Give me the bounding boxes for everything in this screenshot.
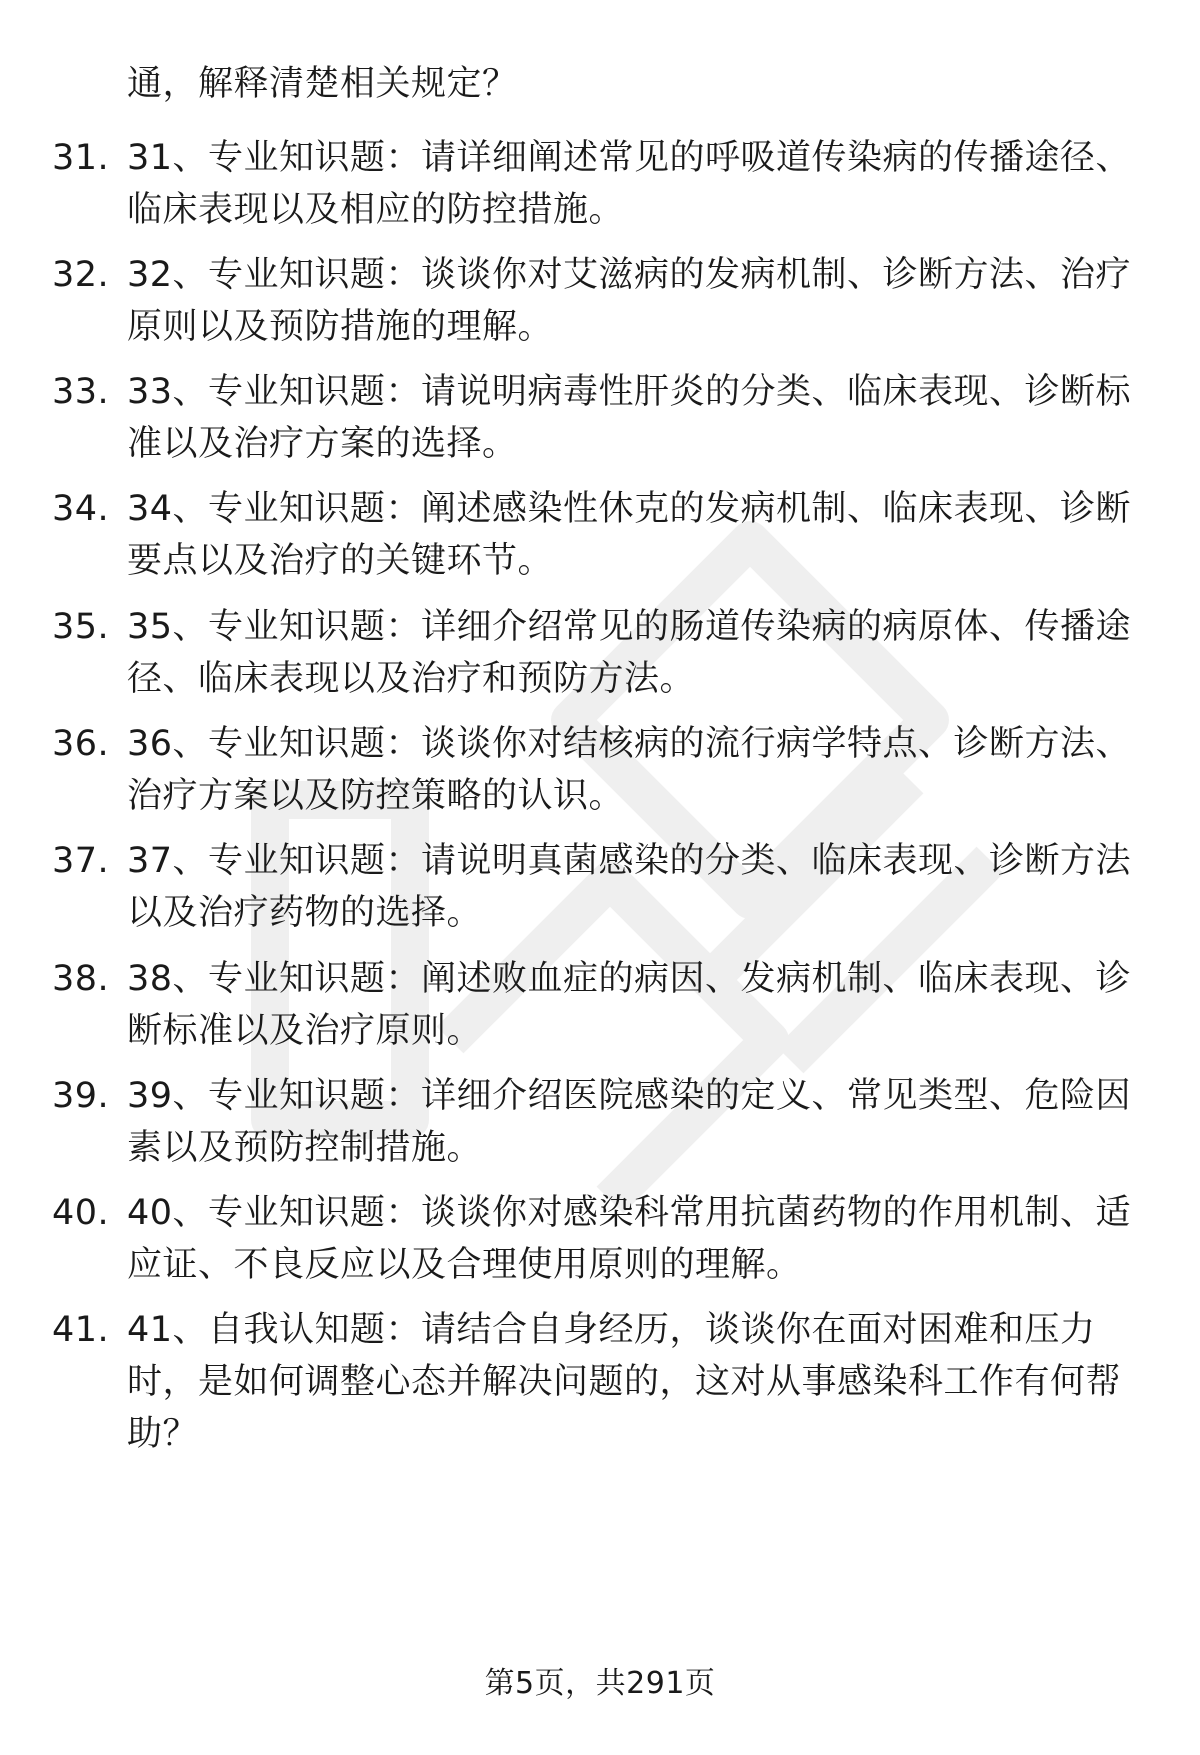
item-text: 40、专业知识题：谈谈你对感染科常用抗菌药物的作用机制、适应证、不良反应以及合理使用原则的理解。	[127, 1193, 1132, 1285]
item-number: 38.	[52, 959, 110, 999]
item-number: 36.	[52, 724, 110, 764]
item-text: 32、专业知识题：谈谈你对艾滋病的发病机制、诊断方法、治疗原则以及预防措施的理解。	[127, 255, 1132, 347]
item-text: 35、专业知识题：详细介绍常见的肠道传染病的病原体、传播途径、临床表现以及治疗和预防方法。	[127, 607, 1132, 699]
item-text: 34、专业知识题：阐述感染性休克的发病机制、临床表现、诊断要点以及治疗的关键环节。	[127, 489, 1132, 581]
item-text: 37、专业知识题：请说明真菌感染的分类、临床表现、诊断方法以及治疗药物的选择。	[127, 841, 1132, 933]
item-number: 33.	[52, 372, 110, 412]
item-text: 31、专业知识题：请详细阐述常见的呼吸道传染病的传播途径、临床表现以及相应的防控措施。	[127, 138, 1132, 230]
item-number: 40.	[52, 1193, 110, 1233]
item-number: 32.	[52, 255, 110, 295]
item-text: 39、专业知识题：详细介绍医院感染的定义、常见类型、危险因素以及预防控制措施。	[127, 1076, 1132, 1168]
item-number: 34.	[52, 489, 110, 529]
item-text: 33、专业知识题：请说明病毒性肝炎的分类、临床表现、诊断标准以及治疗方案的选择。	[127, 372, 1132, 464]
continuation-text: 通，解释清楚相关规定？	[127, 64, 518, 104]
page-number-footer: 第5页，共291页	[484, 1666, 716, 1701]
item-number: 35.	[52, 607, 110, 647]
item-text: 41、自我认知题：请结合自身经历，谈谈你在面对困难和压力时，是如何调整心态并解决问题的，这对从事感染科工作有何帮助？	[127, 1310, 1122, 1454]
item-number: 39.	[52, 1076, 110, 1116]
item-text: 38、专业知识题：阐述败血症的病因、发病机制、临床表现、诊断标准以及治疗原则。	[127, 959, 1132, 1051]
item-number: 37.	[52, 841, 110, 881]
item-number: 31.	[52, 138, 110, 178]
item-text: 36、专业知识题：谈谈你对结核病的流行病学特点、诊断方法、治疗方案以及防控策略的认识。	[127, 724, 1132, 816]
item-number: 41.	[52, 1310, 110, 1350]
